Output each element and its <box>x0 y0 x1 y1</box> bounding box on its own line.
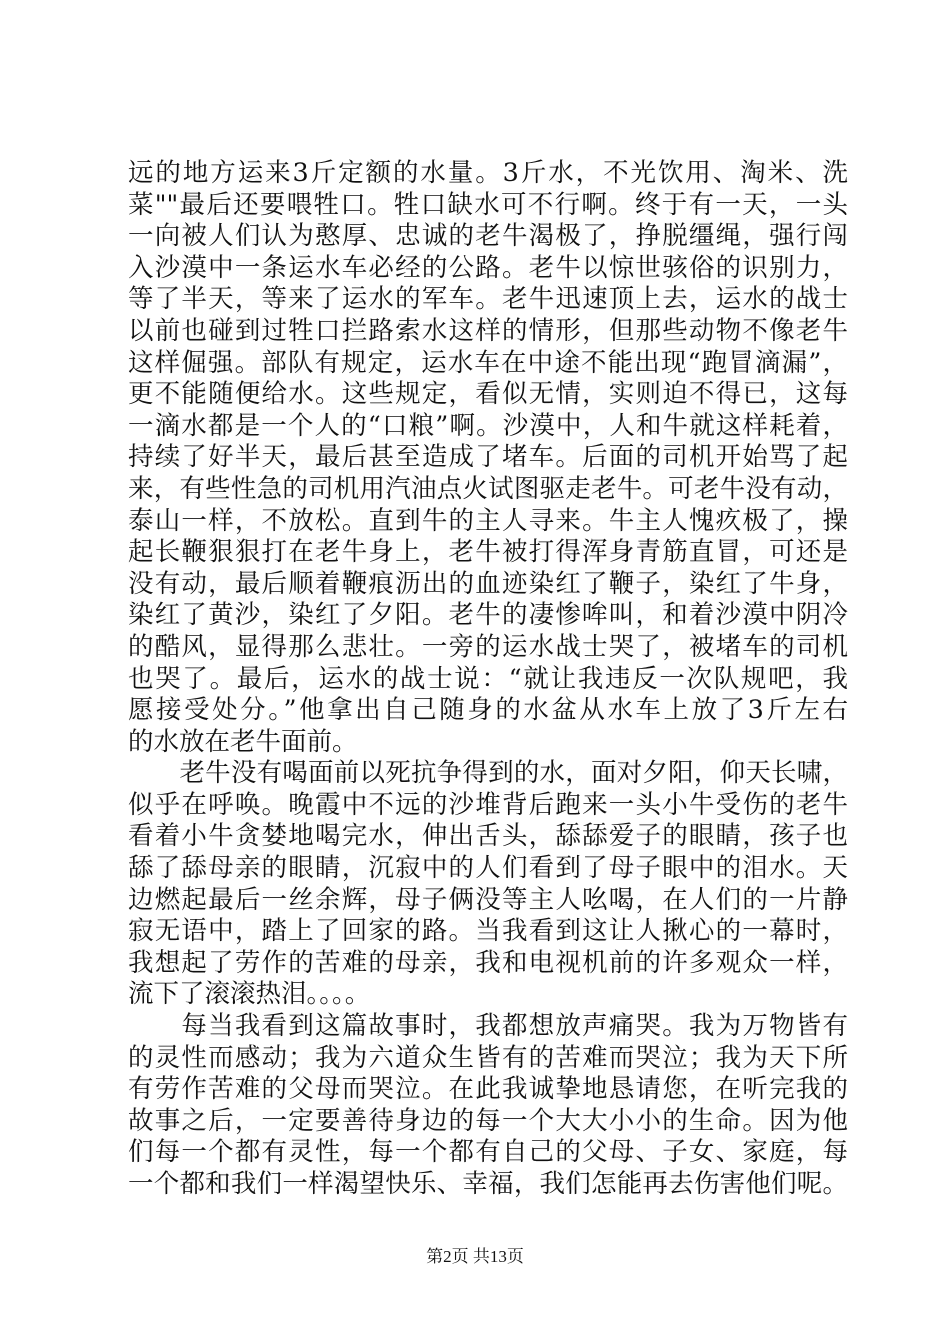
text-line: 泰山一样，不放松。直到牛的主人寻来。牛主人愧疚极了，操 <box>128 505 848 536</box>
text-line: 也哭了。最后，运水的战士说：“就让我违反一次队规吧，我 <box>128 663 848 694</box>
text-line: 一个都和我们一样渴望快乐、幸福，我们怎能再去伤害他们呢。 <box>128 1169 848 1199</box>
page-footer: 第2页 共13页 <box>426 1247 524 1266</box>
text-line: 持续了好半天，最后甚至造成了堵车。后面的司机开始骂了起 <box>128 442 848 473</box>
text-line: 们每一个都有灵性，每一个都有自己的父母、子女、家庭，每 <box>128 1137 848 1168</box>
text-line: 的灵性而感动；我为六道众生皆有的苦难而哭泣；我为天下所 <box>128 1042 848 1073</box>
text-line: 入沙漠中一条运水车必经的公路。老牛以惊世骇俗的识别力， <box>128 252 848 283</box>
text-line: 似乎在呼唤。晚霞中不远的沙堆背后跑来一头小牛受伤的老牛 <box>128 789 848 820</box>
text-line: 老牛没有喝面前以死抗争得到的水，面对夕阳，仰天长啸， <box>128 758 848 789</box>
text-line: 菜""最后还要喂牲口。牲口缺水可不行啊。终于有一天，一头 <box>128 189 848 220</box>
text-line: 没有动，最后顺着鞭痕沥出的血迹染红了鞭子，染红了牛身， <box>128 568 848 599</box>
text-line: 远的地方运来3斤定额的水量。3斤水，不光饮用、淘米、洗 <box>128 158 848 188</box>
text-line: 看着小牛贪婪地喝完水，伸出舌头，舔舔爱子的眼睛，孩子也 <box>128 821 848 852</box>
body-text <box>128 158 848 1201</box>
text-line: 来，有些性急的司机用汽油点火试图驱走老牛。可老牛没有动， <box>128 473 848 504</box>
text-line: 这样倔强。部队有规定，运水车在中途不能出现“跑冒滴漏”， <box>128 347 848 378</box>
text-line: 故事之后，一定要善待身边的每一个大大小小的生命。因为他 <box>128 1105 848 1136</box>
text-line: 以前也碰到过牲口拦路索水这样的情形，但那些动物不像老牛 <box>128 315 848 346</box>
text-line: 染红了黄沙，染红了夕阳。老牛的凄惨哞叫，和着沙漠中阴冷 <box>128 600 848 631</box>
text-line: 愿接受处分。”他拿出自己随身的水盆从水车上放了3斤左右 <box>128 695 848 726</box>
text-line: 起长鞭狠狠打在老牛身上，老牛被打得浑身青筋直冒，可还是 <box>128 537 848 568</box>
text-line: 寂无语中，踏上了回家的路。当我看到这让人揪心的一幕时， <box>128 916 848 947</box>
text-line: 有劳作苦难的父母而哭泣。在此我诚挚地恳请您，在听完我的 <box>128 1074 848 1105</box>
text-line: 我想起了劳作的苦难的母亲，我和电视机前的许多观众一样， <box>128 947 848 978</box>
text-line: 的水放在老牛面前。 <box>128 726 358 757</box>
text-line: 一滴水都是一个人的“口粮”啊。沙漠中，人和牛就这样耗着， <box>128 410 848 441</box>
text-line: 的酷风，显得那么悲壮。一旁的运水战士哭了，被堵车的司机 <box>128 631 848 662</box>
text-line: 舔了舔母亲的眼睛，沉寂中的人们看到了母子眼中的泪水。天 <box>128 853 848 884</box>
text-line: 等了半天，等来了运水的军车。老牛迅速顶上去，运水的战士 <box>128 284 848 315</box>
text-line: 一向被人们认为憨厚、忠诚的老牛渴极了，挣脱缰绳，强行闯 <box>128 221 848 252</box>
text-line: 更不能随便给水。这些规定，看似无情，实则迫不得已，这每 <box>128 379 848 410</box>
text-line: 每当我看到这篇故事时，我都想放声痛哭。我为万物皆有 <box>128 1011 848 1042</box>
text-line: 边燃起最后一丝余辉，母子俩没等主人吆喝，在人们的一片静 <box>128 884 848 915</box>
text-line: 流下了滚滚热泪。。。。 <box>128 979 371 1010</box>
